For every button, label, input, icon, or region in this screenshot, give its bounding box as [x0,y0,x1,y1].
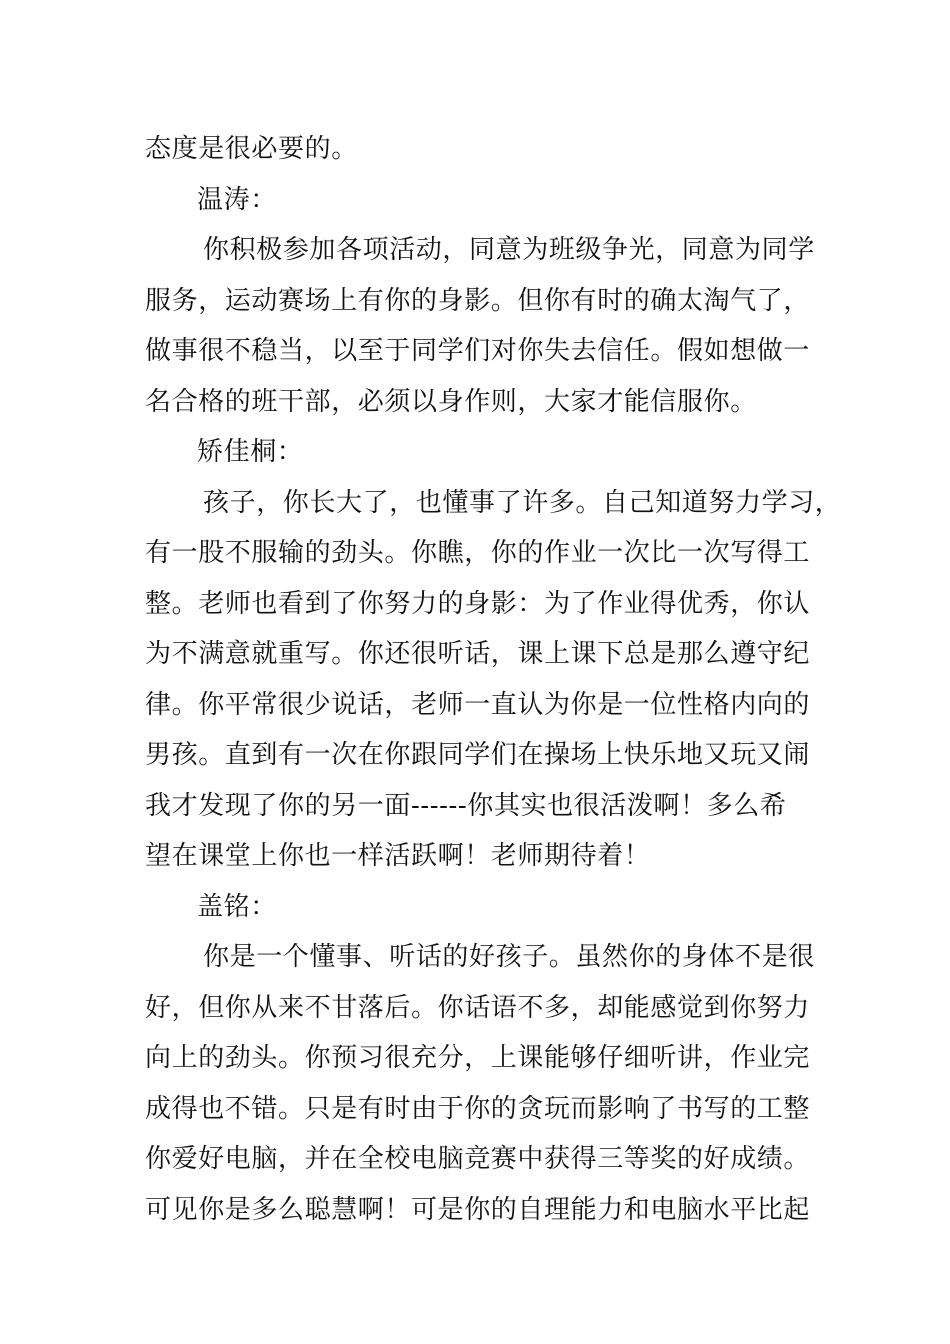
text-line: 你是一个懂事、听话的好孩子。虽然你的身体不是很 [203,942,815,972]
student-name: 盖铭： [197,891,277,922]
text-line: 做事很不稳当，以至于同学们对你失去信任。假如想做一 [145,336,811,366]
text-line: 望在课堂上你也一样活跃啊！老师期待着！ [145,841,651,871]
text-line: 你积极参加各项活动，同意为班级争光，同意为同学 [203,235,815,265]
text-line: 我才发现了你的另一面------你其实也很活泼啊！多么希 [145,790,787,821]
text-line: 服务，运动赛场上有你的身影。但你有时的确太淘气了， [145,285,811,316]
text-line: 可见你是多么聪慧啊！可是你的自理能力和电脑水平比起 [145,1194,811,1225]
text-line: 向上的劲头。你预习很充分，上课能够仔细听讲，作业完 [145,1043,811,1073]
text-line: 有一股不服输的劲头。你瞧，你的作业一次比一次写得工 [145,538,811,568]
text-line: 态度是很必要的。 [145,134,358,164]
text-line: 你爱好电脑，并在全校电脑竞赛中获得三等奖的好成绩。 [145,1144,811,1174]
text-line: 男孩。直到有一次在你跟同学们在操场上快乐地又玩又闹 [145,740,811,770]
text-line: 孩子，你长大了，也懂事了许多。自己知道努力学习， [203,487,842,518]
text-line: 名合格的班干部，必须以身作则，大家才能信服你。 [145,386,757,417]
text-line: 好，但你从来不甘落后。你话语不多，却能感觉到你努力 [145,992,811,1023]
student-name: 温涛： [197,184,277,215]
student-name: 矫佳桐： [197,437,304,467]
text-line: 整。老师也看到了你努力的身影：为了作业得优秀，你认 [145,588,811,619]
text-line: 成得也不错。只是有时由于你的贪玩而影响了书写的工整 [145,1093,811,1124]
text-line: 为不满意就重写。你还很听话，课上课下总是那么遵守纪 [145,639,811,669]
document-body [145,124,842,1235]
text-line: 律。你平常很少说话，老师一直认为你是一位性格内向的 [145,689,811,720]
